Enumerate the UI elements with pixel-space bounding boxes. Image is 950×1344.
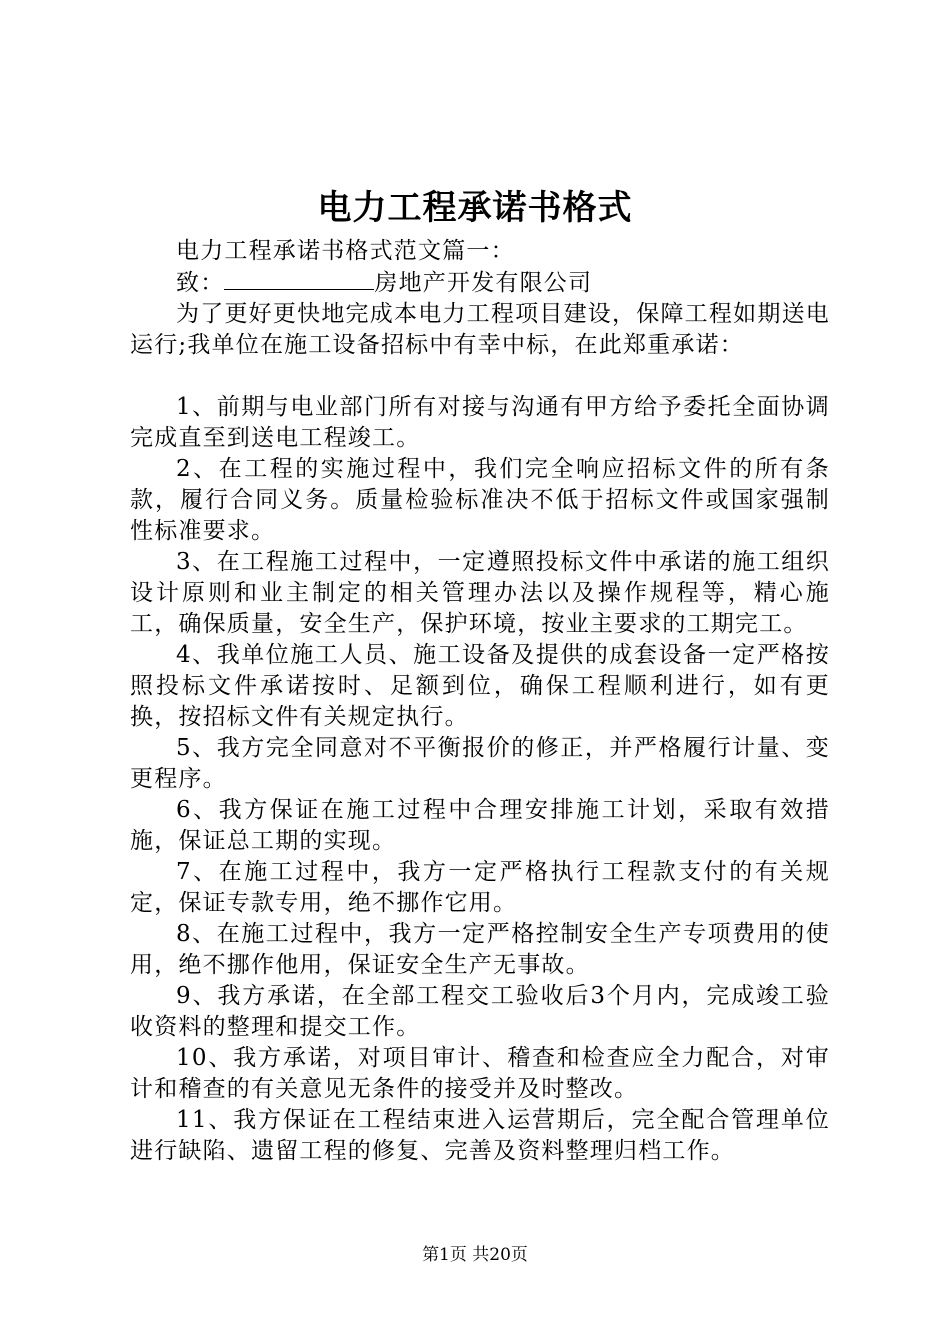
- document-title: 电力工程承诺书格式: [317, 188, 633, 228]
- subtitle: 电力工程承诺书格式范文篇一：: [176, 238, 515, 264]
- commitment-item: 11、我方保证在工程结束进入运营期后，完全配合管理单位进行缺陷、遗留工程的修复、完善及资料整理归档工作。: [130, 1107, 830, 1164]
- document-body: [130, 236, 830, 1167]
- addressee-suffix: 房地产开发有限公司: [374, 270, 593, 296]
- commitment-item: 7、在施工过程中，我方一定严格执行工程款支付的有关规定，保证专款专用，绝不挪作它用。: [130, 859, 830, 916]
- paragraph-spacer: [130, 361, 830, 392]
- commitment-item: 6、我方保证在施工过程中合理安排施工计划，采取有效措施，保证总工期的实现。: [130, 797, 830, 854]
- commitment-item: 3、在工程施工过程中，一定遵照投标文件中承诺的施工组织设计原则和业主制定的相关管理办法以及操作规程等，精心施工，确保质量，安全生产，保护环境，按业主要求的工期完工。: [130, 549, 830, 637]
- commitment-item: 9、我方承诺，在全部工程交工验收后3个月内，完成竣工验收资料的整理和提交工作。: [130, 983, 830, 1040]
- commitment-item: 1、前期与电业部门所有对接与沟通有甲方给予委托全面协调完成直至到送电工程竣工。: [130, 394, 830, 451]
- commitment-item: 5、我方完全同意对不平衡报价的修正，并严格履行计量、变更程序。: [130, 735, 830, 792]
- commitment-item: 4、我单位施工人员、施工设备及提供的成套设备一定严格按照投标文件承诺按时、足额到位，确保工程顺利进行，如有更换，按招标文件有关规定执行。: [130, 642, 830, 730]
- addressee-line: [130, 267, 830, 299]
- addressee-prefix: 致：: [176, 270, 225, 296]
- commitment-item: 2、在工程的实施过程中，我们完全响应招标文件的所有条款，履行合同义务。质量检验标准决不低于招标文件或国家强制性标准要求。: [130, 456, 830, 544]
- commitment-item: 8、在施工过程中，我方一定严格控制安全生产专项费用的使用，绝不挪作他用，保证安全生产无事故。: [130, 921, 830, 978]
- page-number-footer: 第1页 共20页: [422, 1245, 528, 1265]
- addressee-blank: [224, 267, 374, 290]
- intro-paragraph: 为了更好更快地完成本电力工程项目建设，保障工程如期送电运行;我单位在施工设备招标中有幸中标，在此郑重承诺：: [130, 301, 830, 358]
- commitment-item: 10、我方承诺，对项目审计、稽查和检查应全力配合，对审计和稽查的有关意见无条件的接受并及时整改。: [130, 1045, 830, 1102]
